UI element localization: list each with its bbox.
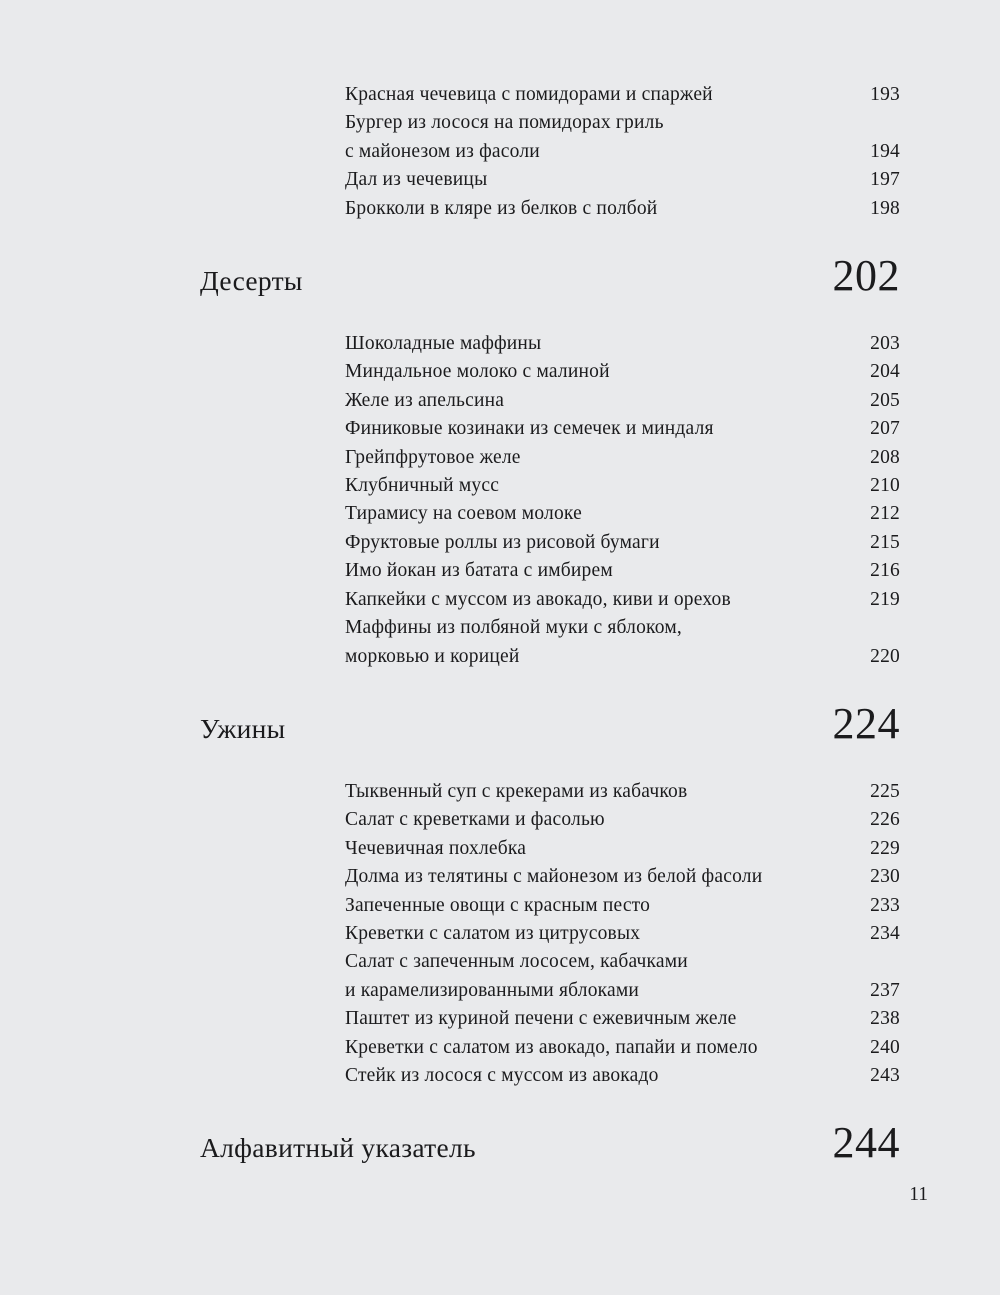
toc-entry-line — [345, 863, 900, 891]
entry-title: Тыквенный суп с крекерами из кабачков — [345, 780, 688, 802]
section-title: Ужины — [200, 712, 286, 744]
toc-entry-line — [345, 614, 900, 642]
entry-title: Красная чечевица с помидорами и спаржей — [345, 84, 713, 105]
entry-page-number: 212 — [870, 503, 900, 525]
entry-page-number: 215 — [870, 531, 900, 553]
entry-page-number: 238 — [870, 1008, 900, 1030]
entry-title: Капкейки с муссом из авокадо, киви и орехов — [345, 588, 731, 610]
entry-title: Салат с креветками и фасолью — [345, 809, 605, 831]
entry-title: Маффины из полбяной муки с яблоком, — [345, 617, 682, 639]
entry-title: Салат с запеченным лососем, кабачками — [345, 951, 688, 973]
section-heading — [200, 698, 900, 752]
toc-entry-line — [345, 920, 900, 948]
entry-title: Шоколадные маффины — [345, 333, 542, 355]
entry-title: Клубничный мусс — [345, 475, 500, 497]
toc-entry-line — [345, 835, 900, 863]
entry-page-number: 203 — [870, 333, 900, 355]
entry-page-number: 198 — [870, 197, 900, 219]
toc-entry-line — [345, 358, 900, 386]
toc-entry-line — [345, 778, 900, 806]
entry-page-number: 230 — [870, 866, 900, 888]
toc-entry-line — [345, 444, 900, 472]
toc-section — [200, 253, 900, 671]
entry-page-number: 205 — [870, 389, 900, 411]
toc-section — [200, 81, 900, 223]
entry-page-number: 240 — [870, 1036, 900, 1058]
toc-entry-line — [345, 195, 900, 223]
section-title: Алфавитный указатель — [200, 1132, 476, 1164]
entry-title: Дал из чечевицы — [345, 169, 488, 191]
toc-entry-line — [345, 557, 900, 585]
section-heading — [200, 253, 900, 304]
section-page-number: 224 — [832, 698, 900, 748]
entry-page-number: 197 — [870, 169, 900, 191]
toc-entry-line — [345, 415, 900, 443]
toc-entry-line — [345, 643, 900, 671]
section-title: Десерты — [200, 265, 303, 297]
entry-title: Имо йокан из батата с имбирем — [345, 560, 613, 582]
toc — [200, 81, 900, 1171]
entry-page-number: 204 — [870, 361, 900, 383]
toc-entry-line — [345, 892, 900, 920]
entry-page-number: 193 — [870, 84, 900, 105]
entry-page-number: 219 — [870, 588, 900, 610]
entry-page-number: 243 — [870, 1064, 900, 1086]
entry-title: Запеченные овощи с красным песто — [345, 894, 651, 916]
entry-title: Миндальное молоко с малиной — [345, 361, 610, 383]
entry-page-number: 210 — [870, 475, 900, 497]
toc-entry-line — [345, 806, 900, 834]
entry-list — [345, 81, 900, 223]
page-folio-number: 11 — [909, 1184, 928, 1205]
toc-entry-line — [345, 948, 900, 976]
toc-entry-line — [345, 1062, 900, 1090]
entry-title: Брокколи в кляре из белков с полбой — [345, 197, 658, 219]
entry-title: Долма из телятины с майонезом из белой фасоли — [345, 866, 763, 888]
entry-page-number: 234 — [870, 922, 900, 944]
toc-entry-line — [345, 586, 900, 614]
toc-entry-line — [345, 529, 900, 557]
entry-page-number: 220 — [870, 645, 900, 667]
entry-page-number: 207 — [870, 418, 900, 440]
entry-list — [345, 330, 900, 671]
toc-entry-line — [345, 1005, 900, 1033]
entry-title: Фруктовые роллы из рисовой бумаги — [345, 531, 660, 553]
entry-title: Чечевичная похлебка — [345, 837, 527, 859]
section-page-number: 244 — [832, 1118, 900, 1168]
entry-title: Грейпфрутовое желе — [345, 446, 521, 468]
entry-title: Тирамису на соевом молоке — [345, 503, 582, 525]
toc-entry-line — [345, 472, 900, 500]
section-page-number: 202 — [832, 251, 900, 301]
entry-title: Желе из апельсина — [345, 389, 505, 411]
entry-title: морковью и корицей — [345, 645, 520, 667]
entry-page-number: 216 — [870, 560, 900, 582]
toc-section — [200, 1120, 900, 1171]
entry-title: и карамелизированными яблоками — [345, 979, 640, 1001]
toc-section — [200, 698, 900, 1090]
toc-entry-line — [345, 109, 900, 137]
entry-list — [345, 778, 900, 1090]
toc-entry-line — [345, 977, 900, 1005]
entry-title: Креветки с салатом из авокадо, папайи и помело — [345, 1036, 758, 1058]
entry-title: Креветки с салатом из цитрусовых — [345, 922, 641, 944]
entry-title: Бургер из лосося на помидорах гриль — [345, 112, 664, 134]
entry-page-number: 226 — [870, 809, 900, 831]
toc-entry-line — [345, 330, 900, 358]
section-heading — [200, 1120, 900, 1171]
toc-entry-line — [345, 138, 900, 166]
toc-entry-line — [345, 387, 900, 415]
entry-page-number: 194 — [870, 140, 900, 162]
entry-page-number: 229 — [870, 837, 900, 859]
entry-page-number: 225 — [870, 780, 900, 802]
toc-entry-line — [345, 500, 900, 528]
entry-title: с майонезом из фасоли — [345, 140, 540, 162]
entry-title: Стейк из лосося с муссом из авокадо — [345, 1064, 659, 1086]
entry-title: Паштет из куриной печени с ежевичным желе — [345, 1008, 737, 1030]
entry-page-number: 237 — [870, 979, 900, 1001]
entry-page-number: 208 — [870, 446, 900, 468]
toc-entry-line — [345, 166, 900, 194]
toc-entry-line — [345, 81, 900, 109]
entry-title: Финиковые козинаки из семечек и миндаля — [345, 418, 714, 440]
entry-page-number: 233 — [870, 894, 900, 916]
toc-entry-line — [345, 1034, 900, 1062]
